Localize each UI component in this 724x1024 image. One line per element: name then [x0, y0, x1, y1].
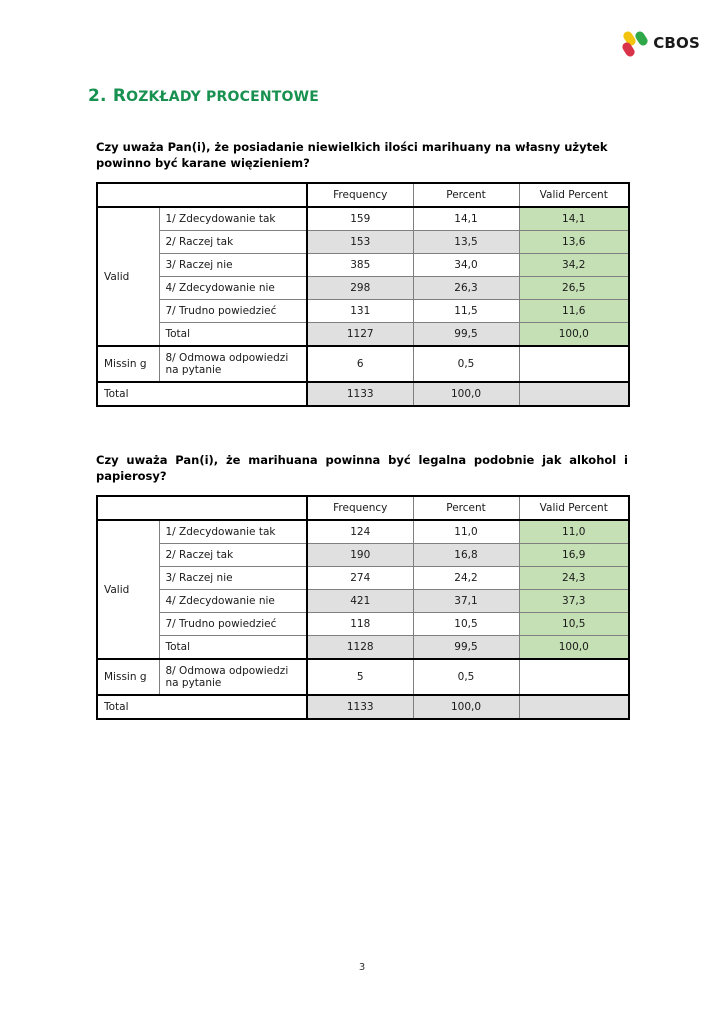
table-row-missing	[97, 346, 629, 382]
row-label: 4/ Zdecydowanie nie	[159, 277, 307, 300]
table-header-row	[97, 183, 629, 207]
question-heading-2: Czy uważa Pan(i), że marihuana powinna być legalna podobnie jak alkohol i papierosy?	[96, 453, 628, 483]
table-row	[97, 613, 629, 636]
cell-valid-percent: 34,2	[519, 254, 629, 277]
frequency-table-1	[96, 182, 630, 407]
table-row	[97, 520, 629, 544]
logo-text: CBOS	[653, 34, 700, 52]
row-label: Total	[97, 382, 307, 406]
cell-valid-percent	[519, 659, 629, 695]
table-row-total	[97, 695, 629, 719]
group-label-missing: Missin g	[97, 346, 159, 382]
logo-marks	[623, 30, 649, 56]
section-heading	[88, 86, 319, 106]
cell-percent: 99,5	[413, 636, 519, 660]
question-heading-1: Czy uważa Pan(i), że posiadanie niewielkich ilości marihuany na własny użytek powinno być karane więzieniem?	[96, 140, 608, 170]
cell-frequency: 6	[307, 346, 413, 382]
cell-percent: 0,5	[413, 346, 519, 382]
row-label: 8/ Odmowa odpowiedzi na pytanie	[159, 346, 307, 382]
cbos-logo	[623, 30, 700, 56]
row-label: 7/ Trudno powiedzieć	[159, 613, 307, 636]
cell-percent: 11,5	[413, 300, 519, 323]
header-valid-percent: Valid Percent	[519, 183, 629, 207]
cell-frequency: 5	[307, 659, 413, 695]
cell-valid-percent	[519, 346, 629, 382]
cell-percent: 16,8	[413, 544, 519, 567]
cell-frequency: 298	[307, 277, 413, 300]
row-label: 2/ Raczej tak	[159, 231, 307, 254]
cell-valid-percent: 14,1	[519, 207, 629, 231]
cell-valid-percent: 16,9	[519, 544, 629, 567]
cell-percent: 100,0	[413, 382, 519, 406]
header-blank	[97, 183, 307, 207]
cell-percent: 10,5	[413, 613, 519, 636]
row-label: 1/ Zdecydowanie tak	[159, 207, 307, 231]
cell-frequency: 1133	[307, 382, 413, 406]
cell-frequency: 1127	[307, 323, 413, 347]
green-capsule-icon	[634, 30, 650, 47]
header-frequency: Frequency	[307, 183, 413, 207]
cell-valid-percent: 100,0	[519, 636, 629, 660]
row-label: 3/ Raczej nie	[159, 254, 307, 277]
table-row	[97, 231, 629, 254]
cell-frequency: 118	[307, 613, 413, 636]
cell-valid-percent	[519, 695, 629, 719]
table-row	[97, 254, 629, 277]
row-label: 3/ Raczej nie	[159, 567, 307, 590]
cell-percent: 14,1	[413, 207, 519, 231]
table-row	[97, 544, 629, 567]
cell-frequency: 153	[307, 231, 413, 254]
cell-percent: 11,0	[413, 520, 519, 544]
table-row	[97, 277, 629, 300]
table-row	[97, 567, 629, 590]
cell-percent: 24,2	[413, 567, 519, 590]
cell-valid-percent: 37,3	[519, 590, 629, 613]
cell-percent: 37,1	[413, 590, 519, 613]
cell-frequency: 159	[307, 207, 413, 231]
header-frequency: Frequency	[307, 496, 413, 520]
frequency-table-2	[96, 495, 630, 720]
cell-frequency: 190	[307, 544, 413, 567]
table-row-total-valid	[97, 323, 629, 347]
cell-valid-percent: 11,6	[519, 300, 629, 323]
row-label: 1/ Zdecydowanie tak	[159, 520, 307, 544]
cell-frequency: 421	[307, 590, 413, 613]
table-header-row	[97, 496, 629, 520]
cell-percent: 26,3	[413, 277, 519, 300]
cell-percent: 99,5	[413, 323, 519, 347]
cell-percent: 100,0	[413, 695, 519, 719]
section-title-rest: OZKŁADY PROCENTOWE	[126, 89, 320, 105]
cell-percent: 13,5	[413, 231, 519, 254]
table-row	[97, 207, 629, 231]
row-label: 2/ Raczej tak	[159, 544, 307, 567]
cell-valid-percent: 24,3	[519, 567, 629, 590]
header-percent: Percent	[413, 183, 519, 207]
cell-percent: 0,5	[413, 659, 519, 695]
row-label: 7/ Trudno powiedzieć	[159, 300, 307, 323]
row-label: Total	[159, 636, 307, 660]
group-label-valid: Valid	[97, 207, 159, 346]
section-title-initial: R	[112, 86, 127, 106]
group-label-valid: Valid	[97, 520, 159, 659]
table-row-total-valid	[97, 636, 629, 660]
row-label: Total	[97, 695, 307, 719]
table-row-total	[97, 382, 629, 406]
table-row	[97, 300, 629, 323]
table-row	[97, 590, 629, 613]
cell-valid-percent: 26,5	[519, 277, 629, 300]
cell-valid-percent: 100,0	[519, 323, 629, 347]
cell-valid-percent: 13,6	[519, 231, 629, 254]
header-valid-percent: Valid Percent	[519, 496, 629, 520]
cell-frequency: 1133	[307, 695, 413, 719]
cell-frequency: 385	[307, 254, 413, 277]
cell-percent: 34,0	[413, 254, 519, 277]
row-label: 8/ Odmowa odpowiedzi na pytanie	[159, 659, 307, 695]
cell-valid-percent: 11,0	[519, 520, 629, 544]
header-blank	[97, 496, 307, 520]
cell-valid-percent	[519, 382, 629, 406]
header-percent: Percent	[413, 496, 519, 520]
table-row-missing	[97, 659, 629, 695]
document-body	[96, 140, 628, 720]
cell-frequency: 1128	[307, 636, 413, 660]
row-label: Total	[159, 323, 307, 347]
page-number: 3	[358, 962, 366, 973]
cell-frequency: 274	[307, 567, 413, 590]
cell-frequency: 131	[307, 300, 413, 323]
section-number: 2.	[88, 86, 107, 106]
cell-valid-percent: 10,5	[519, 613, 629, 636]
cell-frequency: 124	[307, 520, 413, 544]
row-label: 4/ Zdecydowanie nie	[159, 590, 307, 613]
group-label-missing: Missin g	[97, 659, 159, 695]
